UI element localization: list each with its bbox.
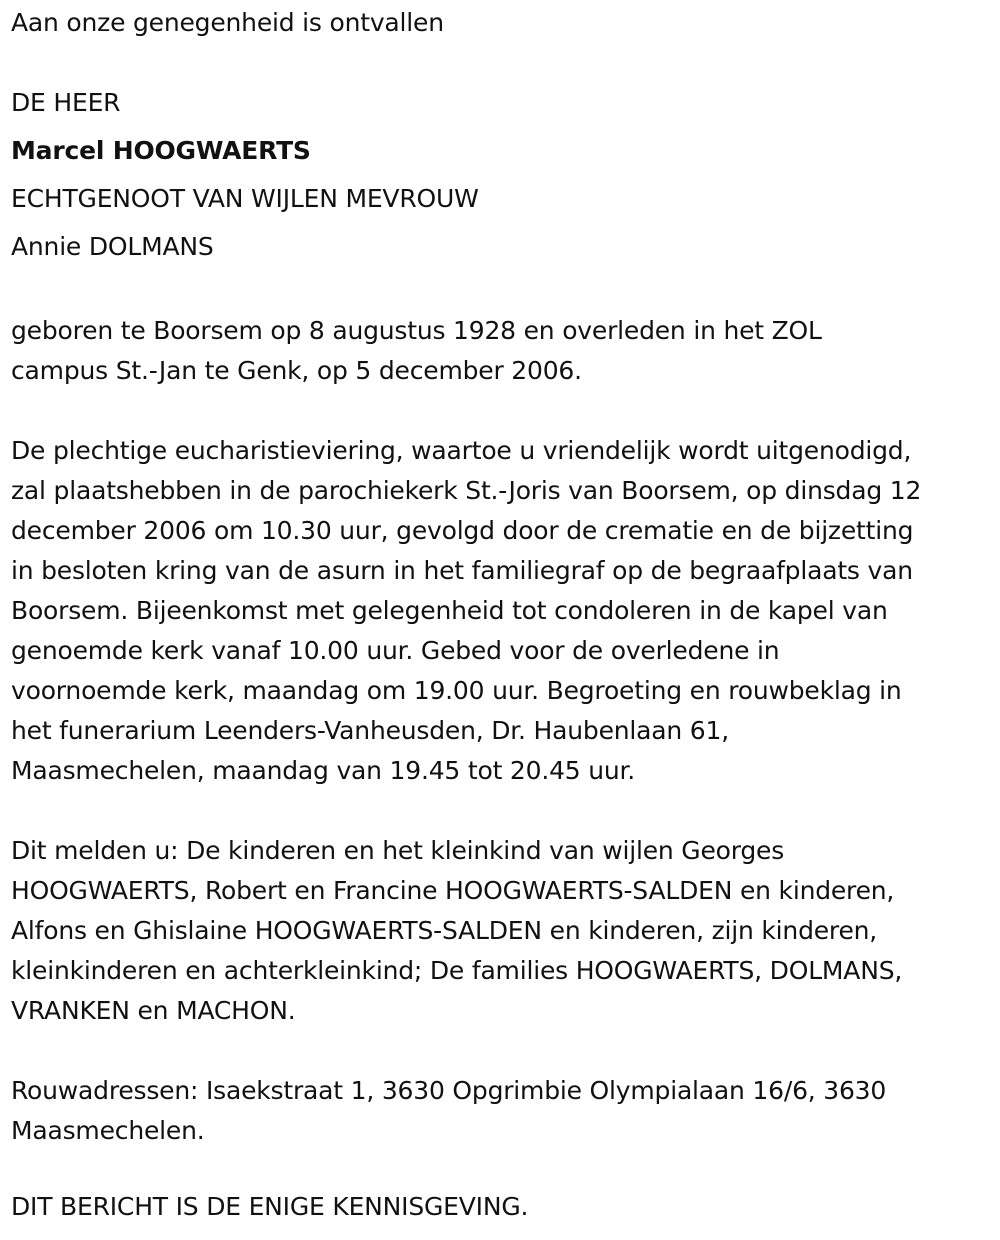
paragraph-line: in besloten kring van de asurn in het familiegraf op de begraafplaats van — [11, 556, 913, 585]
paragraph-line: Dit melden u: De kinderen en het kleinkind van wijlen Georges — [11, 836, 785, 865]
ceremony-paragraph — [11, 431, 921, 791]
paragraph-line: Maasmechelen. — [11, 1116, 205, 1145]
spouse-name: Annie DOLMANS — [11, 232, 214, 261]
paragraph-line: zal plaatshebben in de parochiekerk St.-Joris van Boorsem, op dinsdag 12 — [11, 476, 922, 505]
paragraph-line: december 2006 om 10.30 uur, gevolgd door de crematie en de bijzetting — [11, 516, 914, 545]
family-paragraph — [11, 831, 902, 1031]
paragraph-line: campus St.-Jan te Genk, op 5 december 2006. — [11, 356, 582, 385]
paragraph-line: De plechtige eucharistieviering, waartoe u vriendelijk wordt uitgenodigd, — [11, 436, 912, 465]
intro-text: Aan onze genegenheid is ontvallen — [11, 8, 444, 37]
deceased-name: Marcel HOOGWAERTS — [11, 136, 311, 165]
paragraph-line: Rouwadressen: Isaekstraat 1, 3630 Opgrimbie Olympialaan 16/6, 3630 — [11, 1076, 887, 1105]
paragraph-line: Maasmechelen, maandag van 19.45 tot 20.45 uur. — [11, 756, 636, 785]
paragraph-line: genoemde kerk vanaf 10.00 uur. Gebed voor de overledene in — [11, 636, 780, 665]
paragraph-line: VRANKEN en MACHON. — [11, 996, 296, 1025]
birth-death-paragraph — [11, 311, 822, 391]
paragraph-line: HOOGWAERTS, Robert en Francine HOOGWAERTS-SALDEN en kinderen, — [11, 876, 895, 905]
paragraph-line: Boorsem. Bijeenkomst met gelegenheid tot condoleren in de kapel van — [11, 596, 888, 625]
spouse-title: ECHTGENOOT VAN WIJLEN MEVROUW — [11, 184, 479, 213]
paragraph-line: geboren te Boorsem op 8 augustus 1928 en overleden in het ZOL — [11, 316, 822, 345]
paragraph-line: kleinkinderen en achterkleinkind; De families HOOGWAERTS, DOLMANS, — [11, 956, 903, 985]
paragraph-line: Alfons en Ghislaine HOOGWAERTS-SALDEN en kinderen, zijn kinderen, — [11, 916, 878, 945]
closing-statement: DIT BERICHT IS DE ENIGE KENNISGEVING. — [11, 1192, 529, 1221]
paragraph-line: voornoemde kerk, maandag om 19.00 uur. Begroeting en rouwbeklag in — [11, 676, 902, 705]
paragraph-line: het funerarium Leenders-Vanheusden, Dr. Haubenlaan 61, — [11, 716, 729, 745]
addresses-paragraph — [11, 1071, 886, 1151]
deceased-title: DE HEER — [11, 88, 121, 117]
